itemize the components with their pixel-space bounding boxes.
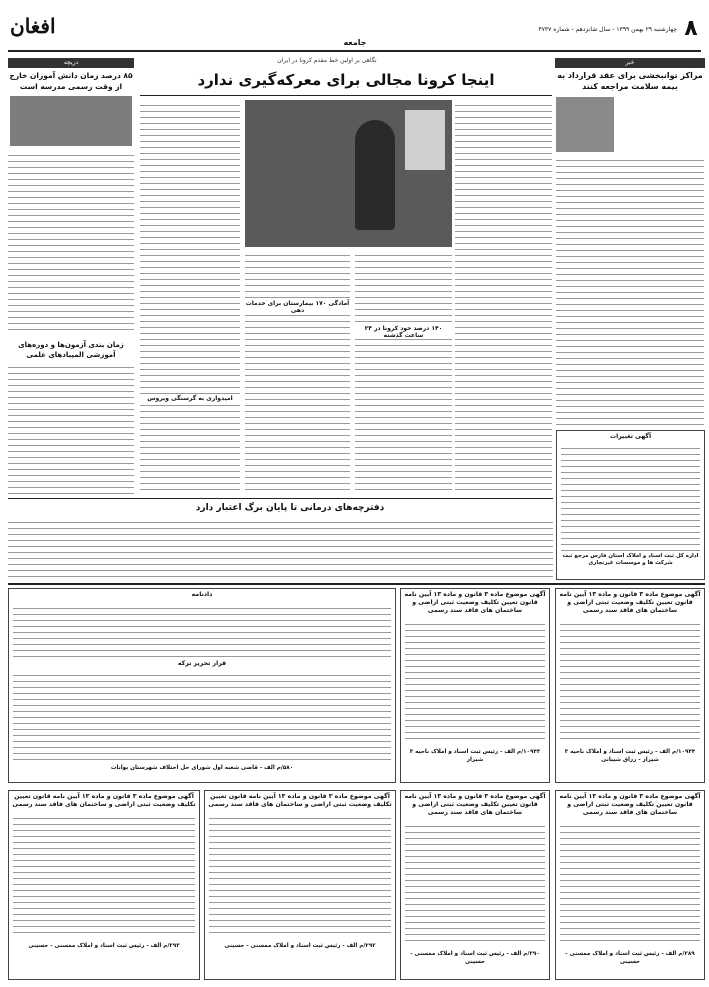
- main-body-col-1: [455, 100, 552, 495]
- notice-title: آگهی موضوع ماده ۳ قانون و ماده ۱۳ آیین نامه قانون تعیین تکلیف وضعیت ثبتی اراضی و ساختمان های فاقد سند رسمی: [559, 793, 701, 816]
- page-number: ۸: [684, 16, 698, 41]
- ad-box-title: آگهی تغییرات: [609, 433, 652, 440]
- left-column-body: [556, 155, 704, 425]
- notice-footer: ۲۹۰/م الف - رئیس ثبت اسناد و املاک ممسنی - حسینی: [410, 951, 540, 965]
- notice-title: آگهی موضوع ماده ۳ قانون و ماده ۱۳ آیین نامه قانون تعیین تکلیف وضعیت ثبتی اراضی و ساختمان های فاقد سند رسمی: [208, 793, 392, 808]
- band-article-body: [8, 517, 553, 577]
- masthead-rule: [8, 50, 701, 52]
- main-subhead-2: ۱۴۰ درصد خود کرونا در ۲۴ ساعت گذشته: [355, 325, 452, 339]
- main-body-col-2: [140, 100, 240, 495]
- notice-r2-3: [204, 790, 396, 980]
- main-photo: [245, 100, 452, 247]
- notice-footer: ۱۰۹۴۳/م الف - رئیس ثبت اسناد و املاک ناحیه ۳ شیراز: [409, 749, 541, 763]
- notice-r1-3: [8, 588, 396, 783]
- left-column-photo: [556, 97, 614, 152]
- issue-line: چهارشنبه ۲۹ بهمن ۱۳۹۹ - سال شانزدهم - شماره ۴۷۳۷: [538, 26, 677, 33]
- notice-r2-2: [400, 790, 550, 980]
- main-body-col-4: [245, 250, 350, 495]
- notice-title: آگهی موضوع ماده ۳ قانون و ماده ۱۳ آیین نامه قانون تعیین تکلیف وضعیت ثبتی اراضی و ساختمان های فاقد سند رسمی: [12, 793, 196, 808]
- right-column-subhead: زمان بندی آزمون‌ها و دوره‌های آموزشی المپیادهای علمی: [18, 341, 124, 359]
- main-subhead-1: آمادگی ۱۷۰ بیمارستان برای خدمات دهی: [245, 300, 350, 314]
- logo: افغان: [10, 14, 56, 38]
- main-kicker: نگاهی بر اولین خط مقدم کرونا در ایران: [277, 57, 377, 64]
- right-column-tag: دریچه: [8, 58, 134, 68]
- news-tag: خبر: [555, 58, 705, 68]
- main-subhead-3: امیدواری به گرسنگی ویروس: [140, 395, 240, 402]
- ad-box-body: [561, 443, 700, 551]
- ad-box-footer: اداره کل ثبت اسناد و املاک استان فارس مرجع ثبت شرکت ها و موسسات غیرتجاری: [562, 553, 699, 566]
- notice-title: آگهی موضوع ماده ۳ قانون و ماده ۱۳ آیین نامه قانون تعیین تکلیف وضعیت ثبتی اراضی و ساختمان های فاقد سند رسمی: [404, 591, 546, 614]
- right-column-body-1: [8, 150, 134, 335]
- notice-footer: ۲۸۹/م الف - رئیس ثبت اسناد و املاک ممسنی - حسینی: [565, 951, 695, 965]
- notice-r1-2: [400, 588, 550, 783]
- notice-title: دادنامه: [191, 591, 213, 598]
- notice-r2-1: [555, 790, 705, 980]
- band-article-title: دفترچه‌های درمانی تا پایان برگ اعتبار دارد: [195, 503, 385, 513]
- ad-box: [556, 430, 705, 580]
- left-column-title: مراکز توانبخشی برای عقد قرارداد به بیمه سلامت مراجعه کنند: [557, 71, 703, 91]
- notice-title: آگهی موضوع ماده ۳ قانون و ماده ۱۳ آیین نامه قانون تعیین تکلیف وضعیت ثبتی اراضی و ساختمان های فاقد سند رسمی: [404, 793, 546, 816]
- right-column-body-2: [8, 362, 134, 495]
- main-body-col-3: [355, 250, 452, 495]
- notice-footer: ۲۹۳/م الف - رئیس ثبت اسناد و املاک ممسنی - حسینی: [28, 943, 180, 949]
- notice-subhead: قرار تحریر ترکه: [177, 660, 227, 667]
- right-column-title: ۸۵ درصد زمان دانش آموزان خارج از وقت رسمی مدرسه است: [9, 71, 133, 91]
- section-title: جامعه: [343, 38, 367, 47]
- right-column-photo: [10, 96, 132, 146]
- notice-r1-1: [555, 588, 705, 783]
- notice-footer: ۱۰۹۴۴/م الف - رئیس ثبت اسناد و املاک ناحیه ۳ شیراز - رزاق شیبانی: [564, 749, 696, 763]
- notice-r2-4: [8, 790, 200, 980]
- notice-footer: ۵۸۰/م الف - قاضی شعبه اول شورای حل اختلاف شهرستان بوانات: [110, 765, 294, 771]
- main-headline: اینجا کرونا مجالی برای معرکه‌گیری ندارد: [197, 71, 495, 89]
- notice-title: آگهی موضوع ماده ۳ قانون و ماده ۱۳ آیین نامه قانون تعیین تکلیف وضعیت ثبتی اراضی و ساختمان های فاقد سند رسمی: [559, 591, 701, 614]
- notice-footer: ۲۹۲/م الف - رئیس ثبت اسناد و املاک ممسنی - حسینی: [224, 943, 376, 949]
